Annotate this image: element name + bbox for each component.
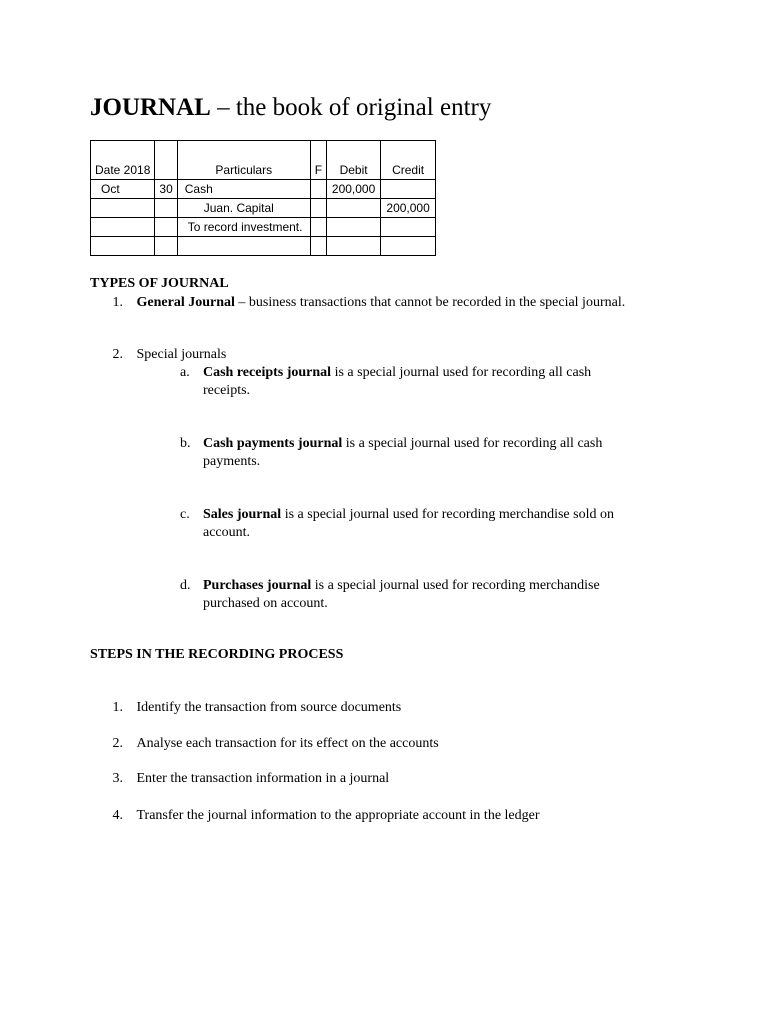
- page-title: [90, 92, 491, 124]
- special-desc-line2: payments.: [203, 454, 261, 469]
- cell-folio: [310, 199, 326, 218]
- cell-month: [91, 199, 155, 218]
- cell-debit: 200,000: [327, 180, 381, 199]
- cell-debit: [327, 218, 381, 237]
- table-row: [91, 199, 436, 218]
- types-heading: TYPES OF JOURNAL: [90, 276, 229, 291]
- step-item: [103, 735, 439, 753]
- steps-heading: STEPS IN THE RECORDING PROCESS: [90, 647, 344, 662]
- cell-particulars: [177, 237, 310, 256]
- header-debit: Debit: [327, 141, 381, 180]
- step-text: Enter the transaction information in a journal: [136, 771, 390, 786]
- special-term: Purchases journal: [203, 578, 312, 593]
- cell-month: [91, 218, 155, 237]
- special-item-d: [180, 577, 600, 611]
- table-row: [91, 218, 436, 237]
- list-letter: d.: [180, 578, 191, 593]
- journal-table: [90, 140, 436, 256]
- table-row: [91, 180, 436, 199]
- special-term: Sales journal: [203, 507, 282, 522]
- list-letter: c.: [180, 507, 190, 522]
- title-rest: – the book of original entry: [210, 94, 492, 121]
- special-term: Cash receipts journal: [203, 365, 332, 380]
- list-letter: a.: [180, 365, 190, 380]
- table-row: [91, 237, 436, 256]
- step-text: Identify the transaction from source documents: [136, 700, 402, 715]
- header-folio: F: [310, 141, 326, 180]
- special-desc-line2: receipts.: [203, 383, 251, 398]
- header-particulars: Particulars: [177, 141, 310, 180]
- header-credit: Credit: [381, 141, 436, 180]
- general-journal-term: General Journal: [136, 295, 235, 310]
- step-item: [103, 699, 401, 717]
- types-item-1: [103, 294, 625, 312]
- special-desc-line1: is a special journal used for recording all cash: [331, 365, 592, 380]
- special-item-c: [180, 506, 614, 540]
- types-item-2: [103, 346, 226, 364]
- table-header-row: [91, 141, 436, 180]
- cell-folio: [310, 180, 326, 199]
- cell-day: 30: [155, 180, 177, 199]
- special-desc-line2: purchased on account.: [203, 596, 328, 611]
- cell-credit: [381, 180, 436, 199]
- list-number: 3.: [112, 771, 123, 786]
- step-item: [103, 807, 540, 825]
- cell-day: [155, 218, 177, 237]
- list-number: 1.: [112, 700, 123, 715]
- list-letter: b.: [180, 436, 191, 451]
- step-text: Transfer the journal information to the appropriate account in the ledger: [136, 808, 540, 823]
- special-desc-line1: is a special journal used for recording merchandise sold on: [281, 507, 614, 522]
- special-desc-line2: account.: [203, 525, 251, 540]
- cell-folio: [310, 218, 326, 237]
- list-number: 2.: [112, 736, 123, 751]
- cell-particulars: Juan. Capital: [177, 199, 310, 218]
- special-journals-label: Special journals: [136, 347, 227, 362]
- header-date: Date 2018: [91, 141, 155, 180]
- cell-credit: [381, 237, 436, 256]
- special-item-b: [180, 435, 603, 469]
- special-desc-line1: is a special journal used for recording all cash: [342, 436, 603, 451]
- cell-particulars: Cash: [177, 180, 310, 199]
- cell-debit: [327, 237, 381, 256]
- cell-debit: [327, 199, 381, 218]
- cell-credit: [381, 218, 436, 237]
- cell-month: Oct: [91, 180, 155, 199]
- cell-day: [155, 237, 177, 256]
- step-item: [103, 770, 389, 788]
- special-item-a: [180, 364, 592, 398]
- cell-folio: [310, 237, 326, 256]
- special-term: Cash payments journal: [203, 436, 343, 451]
- special-desc-line1: is a special journal used for recording merchandise: [311, 578, 600, 593]
- step-text: Analyse each transaction for its effect on the accounts: [136, 736, 439, 751]
- cell-month: [91, 237, 155, 256]
- header-day: [155, 141, 177, 180]
- cell-credit: 200,000: [381, 199, 436, 218]
- title-bold: JOURNAL: [90, 94, 211, 121]
- list-number: 2.: [112, 347, 123, 362]
- cell-day: [155, 199, 177, 218]
- list-number: 1.: [112, 295, 123, 310]
- cell-particulars: To record investment.: [177, 218, 310, 237]
- list-number: 4.: [112, 808, 123, 823]
- general-journal-desc: – business transactions that cannot be recorded in the special journal.: [234, 295, 626, 310]
